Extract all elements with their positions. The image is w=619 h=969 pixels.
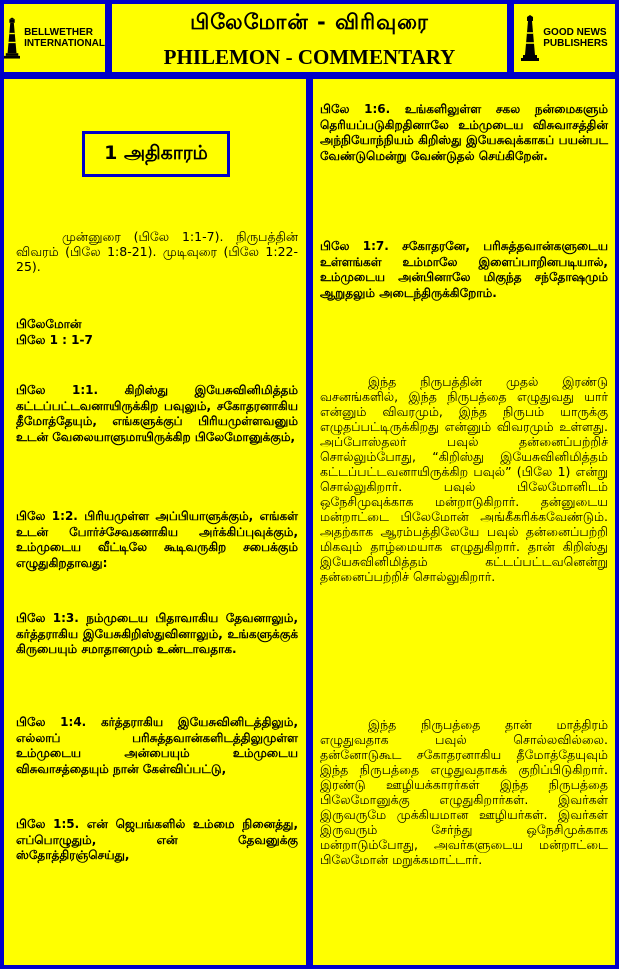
commentary-paragraph-1: இந்த நிருபத்தின் முதல் இரண்டு வசனங்களில், இந்த நிருபத்தை எழுதுவது யார் என்னும் விவரமும், இந்த நிருபம் யாருக்கு எழுதப்பட்டிருக்கிறது என்னும் விவரமும் உள்ளது. அப்போஸ்தலர் பவுல் தன்னைப்பற்றிச் சொல்லும்போது, “கிறிஸ்து இயேசுவினிமித்தம் கட்டப்பட்டவனாயிருக்கிற பவுல்” (பிலே 1) என்று சொல்லுகிறார். பவுல் பிலேமோனிடம் ஒநேசிமுவுக்காக மன்றாடுகிறார். தன்னுடைய மன்றாட்டை பிலேமோன் அங்கீகரிக்கவேண்டும். அதற்காக ஆரம்பத்திலேயே பவுல் தன்னைப்பற்றி மிகவும் தாழ்மையாக எழுதுகிறார். தான் கிறிஸ்து இயேசுவினிமித்தம் கட்டப்பட்டவனென்று தன்னைப்பற்றிச் சொல்லுகிறார். — [320, 374, 608, 584]
verse-1-1: பிலே 1:1. கிறிஸ்து இயேசுவினிமித்தம் கட்டப்பட்டவனாயிருக்கிற பவுலும், சகோதரனாகிய தீமோத்தேயும், எங்களுக்குப் பிரியமுள்ளவனும் உடன் வேலையாளுமாயிருக்கிற பிலேமோனுக்கும், — [16, 383, 298, 444]
commentary-paragraph-2: இந்த நிருபத்தை தான் மாத்திரம் எழுதுவதாக பவுல் சொல்லவில்லை. தன்னோடுகூட சகோதரனாகிய தீமோத்தேயுவும் இந்த நிருபத்தை எழுதுவதாகக் குறிப்பிடுகிறார். இரண்டு ஊழியக்காரர்கள் இந்த நிருபத்தை பிலேமோனுக்கு எழுதுகிறார்கள். இவர்கள் இருவருமே முக்கியமான ஊழியர்கள். இவர்கள் இருவரும் சேர்ந்து ஒநேசிமுக்காக மன்றாடும்போது, அவர்களுடைய மன்றாட்டை பிலேமோன் மறுக்கமாட்டார். — [320, 717, 608, 867]
lighthouse-icon — [521, 15, 539, 61]
section-title: பிலேமோன் — [16, 317, 82, 331]
title-box — [112, 4, 507, 72]
section-reference: பிலே 1 : 1-7 — [16, 332, 93, 347]
intro-text: முன்னுரை (பிலே 1:1-7). நிருபத்தின் விவரம் (பிலே 1:8-21). முடிவுரை (பிலே 1:22-25). — [16, 229, 298, 274]
verse-1-5: பிலே 1:5. என் ஜெபங்களில் உம்மை நினைத்து, எப்பொழுதும், என் தேவனுக்கு ஸ்தோத்திரஞ்செய்து, — [16, 817, 298, 862]
verse-1-4: பிலே 1:4. கர்த்தராகிய இயேசுவினிடத்திலும், எல்லாப் பரிசுத்தவான்களிடத்திலுமுள்ள உம்முடைய அன்பையும் உம்முடைய விசுவாசத்தையும் நான் கேள்விப்பட்டு, — [16, 715, 298, 776]
logo-line-2: PUBLISHERS — [543, 38, 608, 49]
verse-1-7: பிலே 1:7. சகோதரனே, பரிசுத்தவான்களுடைய உள்ளங்கள் உம்மாலே இளைப்பாறினபடியால், உம்முடைய அன்பினாலே மிகுந்த சந்தோஷமும் ஆறுதலும் அடைந்திருக்கிறோம். — [320, 239, 608, 300]
logo-line-2: INTERNATIONAL — [24, 38, 105, 49]
page-title-english: PHILEMON - COMMENTARY — [163, 45, 456, 69]
left-column — [4, 79, 306, 965]
lighthouse-icon — [4, 15, 20, 61]
verse-1-2: பிலே 1:2. பிரியமுள்ள அப்பியாளுக்கும், எங்கள் உடன் போர்ச்சேவகனாகிய அர்க்கிப்புவுக்கும், உம்முடைய வீட்டிலே கூடிவருகிற சபைக்கும் எழுதுகிறதாவது: — [16, 509, 298, 570]
logo-line-1: GOOD NEWS — [543, 27, 607, 38]
chapter-box: 1 அதிகாரம் — [82, 131, 230, 177]
page-title-tamil: பிலேமோன் - விரிவுரை — [190, 10, 429, 34]
logo-line-1: BELLWETHER — [24, 27, 93, 38]
bellwether-logo — [4, 4, 105, 72]
good-news-logo — [514, 4, 615, 72]
verse-1-3: பிலே 1:3. நம்முடைய பிதாவாகிய தேவனாலும், கர்த்தராகிய இயேசுகிறிஸ்துவினாலும், உங்களுக்குக் கிருபையும் சமாதானமும் உண்டாவதாக. — [16, 611, 298, 656]
right-column — [313, 79, 615, 965]
verse-1-6: பிலே 1:6. உங்களிலுள்ள சகல நன்மைகளும் தெரியப்படுகிறதினாலே உம்முடைய விசுவாசத்தின் அந்நியோந்நியம் கிறிஸ்து இயேசுவுக்காகப் பயன்பட வேண்டுமென்று வேண்டுதல் செய்கிறேன். — [320, 102, 608, 163]
